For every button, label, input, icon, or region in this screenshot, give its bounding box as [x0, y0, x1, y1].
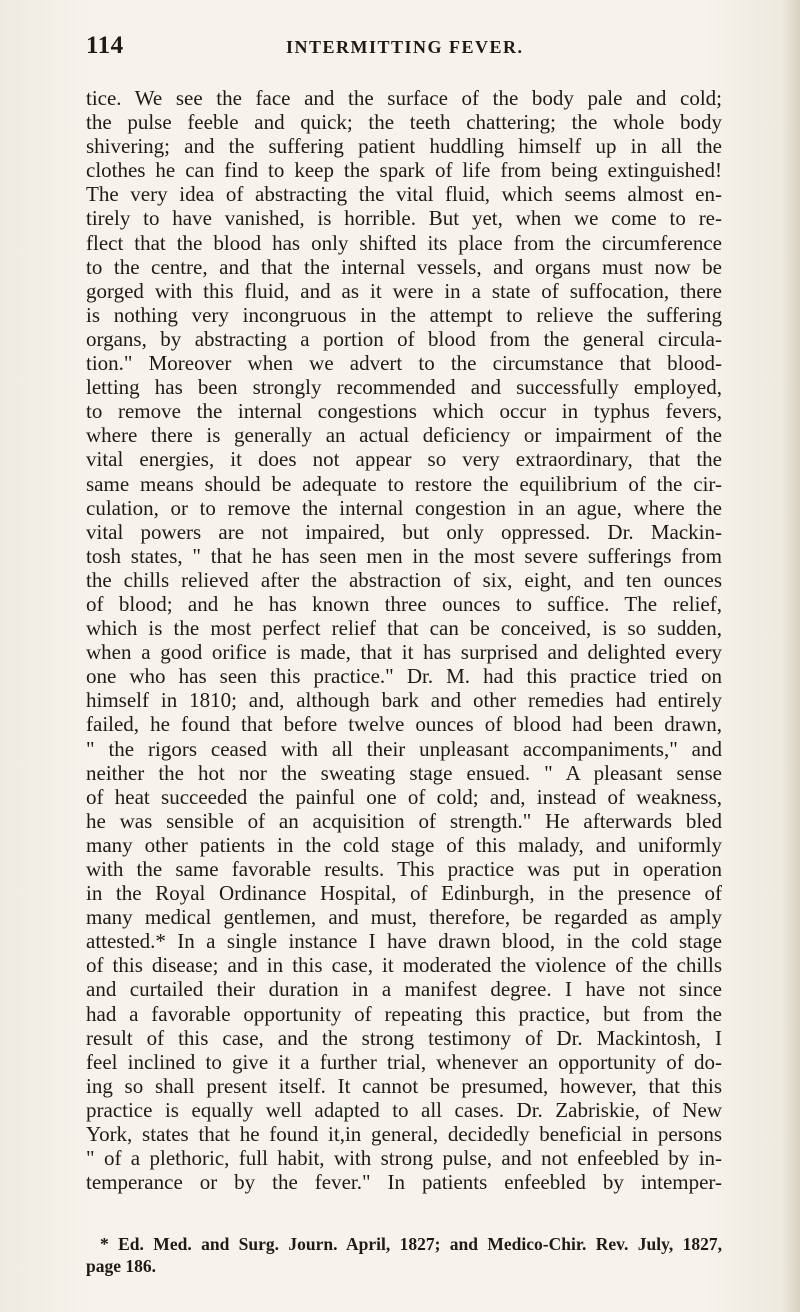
text-line: when a good orifice is made, that it has surprised and delighted every [86, 640, 722, 665]
page-header [86, 32, 726, 62]
text-line: ing so shall present itself. It cannot be presumed, however, that this [86, 1073, 722, 1098]
text-line: of this disease; and in this case, it moderated the violence of the chills [86, 953, 722, 978]
text-line: in the Royal Ordinance Hospital, of Edinburgh, in the presence of [86, 881, 722, 906]
text-line: feel inclined to give it a further trial, whenever an opportunity of do- [86, 1049, 722, 1074]
text-line: clothes he can find to keep the spark of life from being extinguished! [86, 158, 722, 183]
text-line: shivering; and the suffering patient huddling himself up in all the [86, 134, 722, 159]
text-line: vital energies, it does not appear so very extraordinary, that the [86, 447, 722, 472]
text-line: himself in 1810; and, although bark and other remedies had entirely [86, 688, 722, 713]
text-line: the pulse feeble and quick; the teeth chattering; the whole body [86, 110, 722, 135]
text-line: one who has seen this practice." Dr. M. had this practice tried on [86, 664, 722, 689]
text-line: tion." Moreover when we advert to the circumstance that blood- [86, 351, 722, 376]
page-edge-shadow [782, 0, 800, 1312]
text-line: which is the most perfect relief that can be conceived, is so sudden, [86, 616, 722, 641]
text-line: with the same favorable results. This practice was put in operation [86, 857, 722, 881]
text-line: attested.* In a single instance I have drawn blood, in the cold stage [86, 929, 722, 954]
text-line: to the centre, and that the internal vessels, and organs must now be [86, 254, 722, 279]
text-line: where there is generally an actual deficiency or impairment of the [86, 423, 722, 448]
text-line: had a favorable opportunity of repeating this practice, but from the [86, 1001, 722, 1026]
footnote-line: * Ed. Med. and Surg. Journ. April, 1827; and Medico-Chir. Rev. July, 1827, [100, 1234, 722, 1254]
footnote [86, 1233, 722, 1277]
text-line: letting has been strongly recommended and successfully employed, [86, 375, 722, 400]
text-line: the chills relieved after the abstraction of six, eight, and ten ounces [86, 567, 722, 592]
page-number: 114 [86, 32, 124, 59]
text-line: York, states that he found it,in general, decidedly beneficial in persons [86, 1122, 722, 1147]
text-line: many other patients in the cold stage of this malady, and uniformly [86, 832, 722, 857]
text-line: " of a plethoric, full habit, with strong pulse, and not enfeebled by in- [86, 1146, 722, 1171]
text-line: of heat succeeded the painful one of cold; and, instead of weakness, [86, 784, 722, 809]
text-line: result of this case, and the strong testimony of Dr. Mackintosh, I [86, 1025, 722, 1050]
text-line: of blood; and he has known three ounces to suffice. The relief, [86, 591, 722, 616]
text-line: The very idea of abstracting the vital fluid, which seems almost en- [86, 182, 722, 207]
text-line: neither the hot nor the sweating stage ensued. " A pleasant sense [86, 760, 722, 785]
text-line: vital powers are not impaired, but only oppressed. Dr. Mackin- [86, 519, 722, 544]
text-line: practice is equally well adapted to all cases. Dr. Zabriskie, of New [86, 1097, 722, 1122]
text-line: organs, by abstracting a portion of blood from the general circula- [86, 326, 722, 351]
text-line: is nothing very incongruous in the attempt to relieve the suffering [86, 302, 722, 327]
text-line: temperance or by the fever." In patients enfeebled by intemper- [86, 1170, 722, 1195]
text-line: many medical gentlemen, and must, therefore, be regarded as amply [86, 905, 722, 930]
body-text [86, 86, 722, 1194]
text-line: gorged with this fluid, and as it were in a state of suffocation, there [86, 278, 722, 303]
text-line: " the rigors ceased with all their unpleasant accompaniments," and [86, 736, 722, 761]
text-line: he was sensible of an acquisition of strength." He afterwards bled [86, 808, 722, 833]
text-line: and curtailed their duration in a manifest degree. I have not since [86, 977, 722, 1002]
text-line: culation, or to remove the internal congestion in an ague, where the [86, 495, 722, 520]
text-line: tirely to have vanished, is horrible. But yet, when we come to re- [86, 206, 722, 231]
text-line: tosh states, " that he has seen men in the most severe sufferings from [86, 543, 722, 568]
text-line: to remove the internal congestions which occur in typhus fevers, [86, 399, 722, 424]
running-head: INTERMITTING FEVER. [286, 37, 524, 57]
text-line: failed, he found that before twelve ounces of blood had been drawn, [86, 712, 722, 737]
footnote-line: page 186. [86, 1256, 156, 1276]
text-line: flect that the blood has only shifted its place from the circumference [86, 230, 722, 255]
text-line: same means should be adequate to restore the equilibrium of the cir- [86, 471, 722, 496]
text-line: tice. We see the face and the surface of the body pale and cold; [86, 86, 722, 110]
